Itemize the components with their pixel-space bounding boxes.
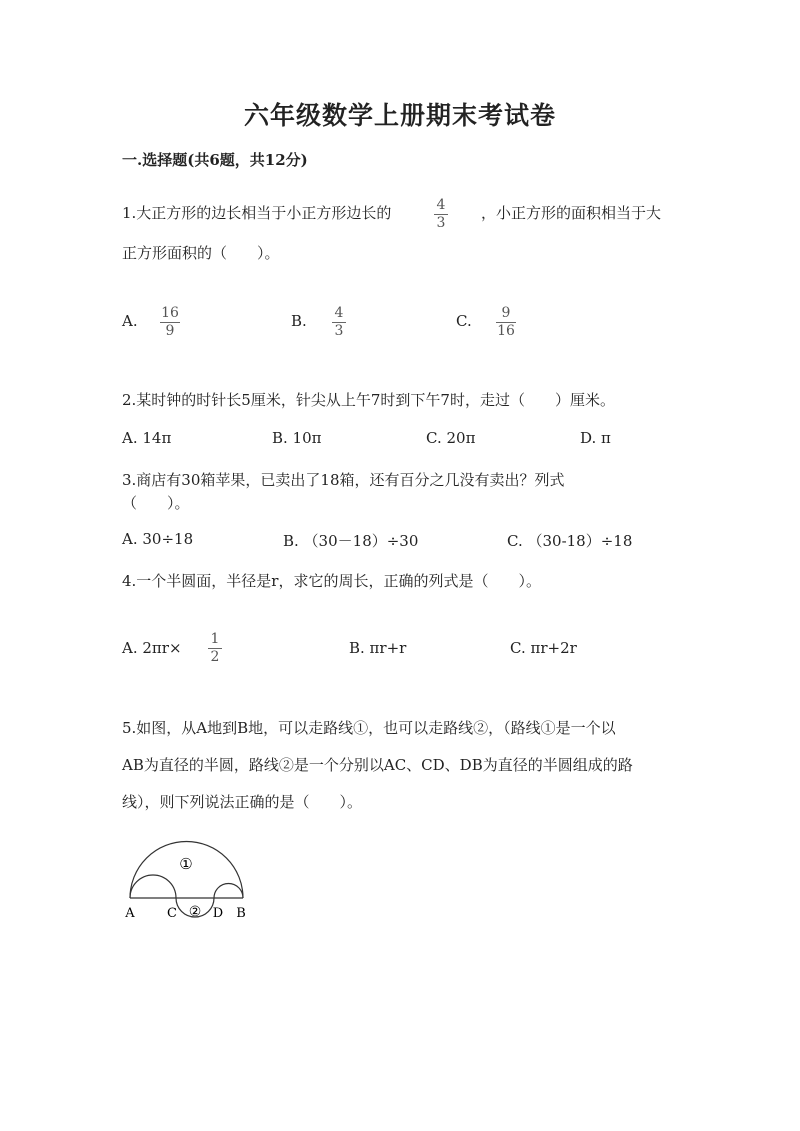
point-d-label: D <box>212 906 224 921</box>
q2-option-b[interactable]: B. 10π <box>272 429 322 447</box>
q5-line1: 5.如图，从A地到B地，可以走路线①，也可以走路线②，（路线①是一个以 <box>122 719 616 737</box>
q3-option-a[interactable]: A. 30÷18 <box>122 530 194 548</box>
route-2-arc-db <box>214 884 243 899</box>
q2-option-c[interactable]: C. 20π <box>426 429 476 447</box>
point-c-label: C <box>167 906 177 921</box>
q3-line1: 3.商店有30箱苹果，已卖出了18箱，还有百分之几没有卖出？列式 <box>122 471 565 489</box>
q1-option-b-label[interactable]: B. <box>291 312 307 330</box>
route-diagram <box>115 838 255 928</box>
section-heading: 一.选择题(共6题，共12分) <box>122 151 308 169</box>
q4-option-b[interactable]: B. πr+r <box>349 639 407 657</box>
q4-option-a-fraction <box>208 632 222 665</box>
q2-text: 2.某时钟的时针长5厘米，针尖从上午7时到下午7时，走过（ ）厘米。 <box>122 391 615 409</box>
route-2-arc-ac <box>130 875 176 898</box>
route-2-label: ② <box>188 904 202 920</box>
q4-option-a-numerator: 1 <box>210 631 220 647</box>
q4-option-c[interactable]: C. πr+2r <box>510 639 577 657</box>
q2-option-d[interactable]: D. π <box>580 429 611 447</box>
page-title: 六年级数学上册期末考试卷 <box>243 101 556 130</box>
q1-fraction-numerator: 4 <box>436 197 446 213</box>
q5-line2: AB为直径的半圆，路线②是一个分别以AC、CD、DB为直径的半圆组成的路 <box>122 756 633 774</box>
q3-option-c[interactable]: C. （30-18）÷18 <box>507 532 633 550</box>
q1-option-b-numerator: 4 <box>334 305 344 321</box>
q1-option-b-fraction <box>332 306 346 339</box>
point-b-label: B <box>236 906 246 921</box>
q1-option-a-denominator: 9 <box>165 323 175 339</box>
q1-option-b-denominator: 3 <box>334 323 344 339</box>
q1-option-a-numerator: 16 <box>161 305 179 321</box>
q1-option-c-fraction <box>496 306 516 339</box>
q1-option-a-label[interactable]: A. <box>122 312 138 330</box>
q2-option-a[interactable]: A. 14π <box>122 429 172 447</box>
q1-fraction-denominator: 3 <box>436 215 446 231</box>
q3-option-b[interactable]: B. （30－18）÷30 <box>283 532 419 550</box>
q1-option-c-denominator: 16 <box>497 323 515 339</box>
q1-line1b: ，小正方形的面积相当于大 <box>481 204 662 222</box>
q5-line3: 线），则下列说法正确的是（ ）。 <box>122 793 363 811</box>
point-a-label: A <box>125 906 135 921</box>
route-1-label: ① <box>179 855 193 873</box>
q3-line2: （ ）。 <box>122 494 190 512</box>
q1-fraction <box>434 198 448 231</box>
q1-line1a: 1.大正方形的边长相当于小正方形边长的 <box>122 204 392 222</box>
q4-text: 4.一个半圆面，半径是r，求它的周长，正确的列式是（ ）。 <box>122 572 541 590</box>
q4-option-a-denominator: 2 <box>210 649 220 665</box>
q4-option-a[interactable]: A. 2πr× <box>122 639 182 657</box>
q1-option-a-fraction <box>160 306 180 339</box>
q1-option-c-label[interactable]: C. <box>456 312 472 330</box>
q1-option-c-numerator: 9 <box>501 305 511 321</box>
q1-line2: 正方形面积的（ ）。 <box>122 244 280 262</box>
